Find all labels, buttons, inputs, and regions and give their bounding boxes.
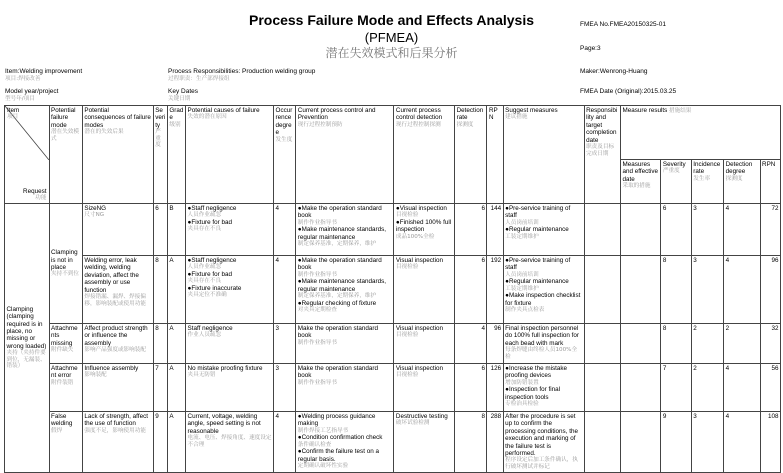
document-title-cn: 潜在失效模式和后果分析 bbox=[325, 46, 458, 60]
result-incidence-cell: 3 bbox=[691, 204, 723, 256]
causes-cell: Staff negligence 作业人员疏忽 bbox=[186, 324, 274, 364]
severity-cell: 8 bbox=[153, 324, 167, 364]
detection-control-cell: Visual inspection 目视检验 bbox=[394, 324, 455, 364]
rpn-cell: 192 bbox=[487, 256, 503, 324]
occurrence-cell: 4 bbox=[274, 256, 296, 324]
detection-control-cell: Visual inspection 目视检验 bbox=[394, 256, 455, 324]
detection-cell: 6 bbox=[455, 364, 487, 412]
col-header-detection: Detection rate 探测度 bbox=[455, 106, 487, 204]
failure-mode-clamping: Clamping is not in place 夹持不到位 bbox=[49, 204, 82, 324]
responsibility-cell bbox=[584, 364, 620, 412]
detection-control-cell: ● Visual inspection 目视检验 ● Finished 100% full inspection 成品100%全检 bbox=[394, 204, 455, 256]
measures-cell bbox=[620, 364, 660, 412]
measures-cell bbox=[620, 324, 660, 364]
causes-cell: No mistake proofing fixture 夹具无防错 bbox=[186, 364, 274, 412]
col-header-result-detection: Detection degree 探测度 bbox=[724, 160, 760, 204]
suggest-cell: After the procedure is set up to confirm the processing conditions, the execution and marking of the failure test is performed. 程序设定后加工条件确认，执行破坏测试并标记 bbox=[503, 412, 584, 473]
measures-cell bbox=[620, 412, 660, 473]
measures-cell bbox=[620, 256, 660, 324]
suggest-cell: ● Pre-service training of staff 人员岗前培训 ● Regular maintenance 工装定期维护 bbox=[503, 204, 584, 256]
prevention-cell: ● Make the operation standard book 制作作业指导书 ● Make maintenance standards, regular maintenance 制定保养基准，定期保养，维护 bbox=[296, 204, 394, 256]
col-header-result-rpn: RPN bbox=[760, 160, 780, 204]
col-header-detection-control: Current process control detection 现行过程控制探测 bbox=[394, 106, 455, 204]
responsibility-cell bbox=[584, 412, 620, 473]
col-header-prevention: Current process control and Prevention 现行过程控制预防 bbox=[296, 106, 394, 204]
col-header-measures: Measures and effective date 采取的措施 bbox=[620, 160, 660, 204]
result-incidence-cell: 2 bbox=[691, 324, 723, 364]
result-severity-cell: 8 bbox=[661, 324, 691, 364]
consequence-cell: Affect product strength or influence the assembly 影响产品强度或影响装配 bbox=[82, 324, 153, 364]
key-dates-field: Key Dates 关键日期 bbox=[168, 88, 198, 102]
detection-control-cell: Visual inspection 目视检验 bbox=[394, 364, 455, 412]
suggest-cell: Final inspection personnel do 100% full inspection for each bead with mark 每条焊缝由终检人员100%全检 bbox=[503, 324, 584, 364]
result-rpn-cell: 72 bbox=[760, 204, 780, 256]
failure-mode-cell: False welding 假焊 bbox=[49, 412, 82, 473]
col-header-grade: Grade 级别 bbox=[167, 106, 185, 204]
result-rpn-cell: 32 bbox=[760, 324, 780, 364]
consequence-cell: Influence assembly 影响装配 bbox=[82, 364, 153, 412]
result-detection-cell: 2 bbox=[724, 324, 760, 364]
grade-cell: A bbox=[167, 364, 185, 412]
page-number: Page:3 bbox=[580, 45, 601, 52]
col-header-consequences: Potential consequences of failure modes 潜在的失效后果 bbox=[82, 106, 153, 204]
maker-field: Maker:Wenrong-Huang bbox=[580, 68, 648, 75]
rpn-cell: 144 bbox=[487, 204, 503, 256]
causes-cell: ● Staff negligence 人员作业疏忽 ● Fixture for bad 夹具存在不良 bbox=[186, 204, 274, 256]
table-row bbox=[5, 364, 781, 412]
suggest-cell: ● Pre-service training of staff 人员岗前培训 ● Regular maintenance 工装定期维护 ● Make inspection checklist for fixture 制作夹具点检表 bbox=[503, 256, 584, 324]
result-rpn-cell: 56 bbox=[760, 364, 780, 412]
result-severity-cell: 9 bbox=[661, 412, 691, 473]
item-field: Item:Welding improvement 项目:焊接改善 bbox=[5, 68, 83, 82]
consequence-cell: Lack of strength, affect the use of function 强度不足，影响使用功能 bbox=[82, 412, 153, 473]
severity-cell: 6 bbox=[153, 204, 167, 256]
col-header-suggest: Suggest measures 建议措施 bbox=[503, 106, 584, 204]
prevention-cell: ● Make the operation standard book 制作作业指导书 ● Make maintenance standards, regular maintenance 制定保养基准，定期保养，维护 ● Regular checking of fixture 对夹具定期检查 bbox=[296, 256, 394, 324]
fmea-number: FMEA No.FMEA20150325-01 bbox=[580, 21, 666, 28]
detection-control-cell: Destructive testing 破坏试验检测 bbox=[394, 412, 455, 473]
severity-cell: 7 bbox=[153, 364, 167, 412]
result-rpn-cell: 108 bbox=[760, 412, 780, 473]
pfmea-table bbox=[4, 105, 781, 473]
consequence-cell: SizeNG 尺寸NG bbox=[82, 204, 153, 256]
fmea-date: FMEA Date (Original):2015.03.25 bbox=[580, 88, 677, 95]
rpn-cell: 96 bbox=[487, 324, 503, 364]
consequence-cell: Welding error, leak welding, welding deviation, affect the assembly or use function 焊接错漏、漏焊、焊接偏移，影响装配或使用功能 bbox=[82, 256, 153, 324]
responsibility-cell bbox=[584, 256, 620, 324]
document-subtitle: (PFMEA) bbox=[364, 30, 419, 45]
responsibility-cell bbox=[584, 324, 620, 364]
prevention-cell: Make the operation standard book 制作作业指导书 bbox=[296, 324, 394, 364]
rpn-cell: 288 bbox=[487, 412, 503, 473]
grade-cell: A bbox=[167, 256, 185, 324]
result-severity-cell: 6 bbox=[661, 204, 691, 256]
col-header-results: Measure results 措施结果 bbox=[620, 106, 780, 160]
measures-cell bbox=[620, 204, 660, 256]
result-detection-cell: 4 bbox=[724, 364, 760, 412]
col-header-responsibility: Responsibility and target completion date 职责及目标完成日期 bbox=[584, 106, 620, 204]
severity-cell: 8 bbox=[153, 256, 167, 324]
causes-cell: ● Staff negligence 人员作业疏忽 ● Fixture for bad 夹具存在不良 ● Fixture inaccurate 夹具定位不准确 bbox=[186, 256, 274, 324]
result-detection-cell: 4 bbox=[724, 256, 760, 324]
occurrence-cell: 3 bbox=[274, 324, 296, 364]
col-header-severity: Severity 严重度 bbox=[153, 106, 167, 204]
occurrence-cell: 4 bbox=[274, 204, 296, 256]
col-header-causes: Potential causes of failure 失效的潜在原因 bbox=[186, 106, 274, 204]
result-severity-cell: 7 bbox=[661, 364, 691, 412]
table-row bbox=[5, 204, 781, 256]
responsibility-cell bbox=[584, 204, 620, 256]
rpn-cell: 126 bbox=[487, 364, 503, 412]
result-incidence-cell: 2 bbox=[691, 364, 723, 412]
result-incidence-cell: 3 bbox=[691, 412, 723, 473]
grade-cell: B bbox=[167, 204, 185, 256]
table-row bbox=[5, 324, 781, 364]
failure-mode-cell: Attachments missing 附件缺失 bbox=[49, 324, 82, 364]
detection-cell: 8 bbox=[455, 412, 487, 473]
item-clamping: Clamping (clamping required is in place, no missing or wrong loaded) 夹持（夹持件要到位，无漏装、错装） bbox=[5, 204, 50, 473]
item-request-header: Item 项目 Request 功能 bbox=[5, 106, 50, 204]
grade-cell: A bbox=[167, 324, 185, 364]
table-header-row bbox=[5, 106, 781, 160]
detection-cell: 6 bbox=[455, 256, 487, 324]
prevention-cell: Make the operation standard book 制作作业指导书 bbox=[296, 364, 394, 412]
process-responsibility: Process Responsibilities: Production welding group 过程职责：生产部焊接组 bbox=[168, 68, 316, 82]
occurrence-cell: 3 bbox=[274, 364, 296, 412]
detection-cell: 6 bbox=[455, 204, 487, 256]
document-title: Process Failure Mode and Effects Analysis bbox=[248, 12, 535, 28]
table-row bbox=[5, 412, 781, 473]
detection-cell: 4 bbox=[455, 324, 487, 364]
result-incidence-cell: 3 bbox=[691, 256, 723, 324]
prevention-cell: ● Welding process guidance making 制作焊接工艺指导书 ● Condition confirmation check 条件确认检查 ● Confirm the failure test on a regular basis. 定期确认破坏性实验 bbox=[296, 412, 394, 473]
col-header-result-incidence: Incidence rate 发生率 bbox=[691, 160, 723, 204]
col-header-occurrence: Occurrence degree 发生度 bbox=[274, 106, 296, 204]
failure-mode-cell: Attachment error 附件装错 bbox=[49, 364, 82, 412]
table-row bbox=[5, 256, 781, 324]
severity-cell: 9 bbox=[153, 412, 167, 473]
col-header-result-severity: Severity 严重度 bbox=[661, 160, 691, 204]
grade-cell: A bbox=[167, 412, 185, 473]
causes-cell: Current, voltage, welding angle, speed setting is not reasonable 电流、电压、焊接角度、速度设定不合理 bbox=[186, 412, 274, 473]
result-rpn-cell: 96 bbox=[760, 256, 780, 324]
occurrence-cell: 4 bbox=[274, 412, 296, 473]
result-detection-cell: 4 bbox=[724, 204, 760, 256]
col-header-failure-mode: Potential failure mode 潜在失效模式 bbox=[49, 106, 82, 204]
model-year-field: Model year/project 型号年/项目 bbox=[5, 88, 59, 102]
col-header-rpn: RPN bbox=[487, 106, 503, 204]
result-severity-cell: 8 bbox=[661, 256, 691, 324]
suggest-cell: ● Increase the mistake proofing devices 增加防错装置 ● Inspection for final inspection tools 专检治具检验 bbox=[503, 364, 584, 412]
result-detection-cell: 4 bbox=[724, 412, 760, 473]
